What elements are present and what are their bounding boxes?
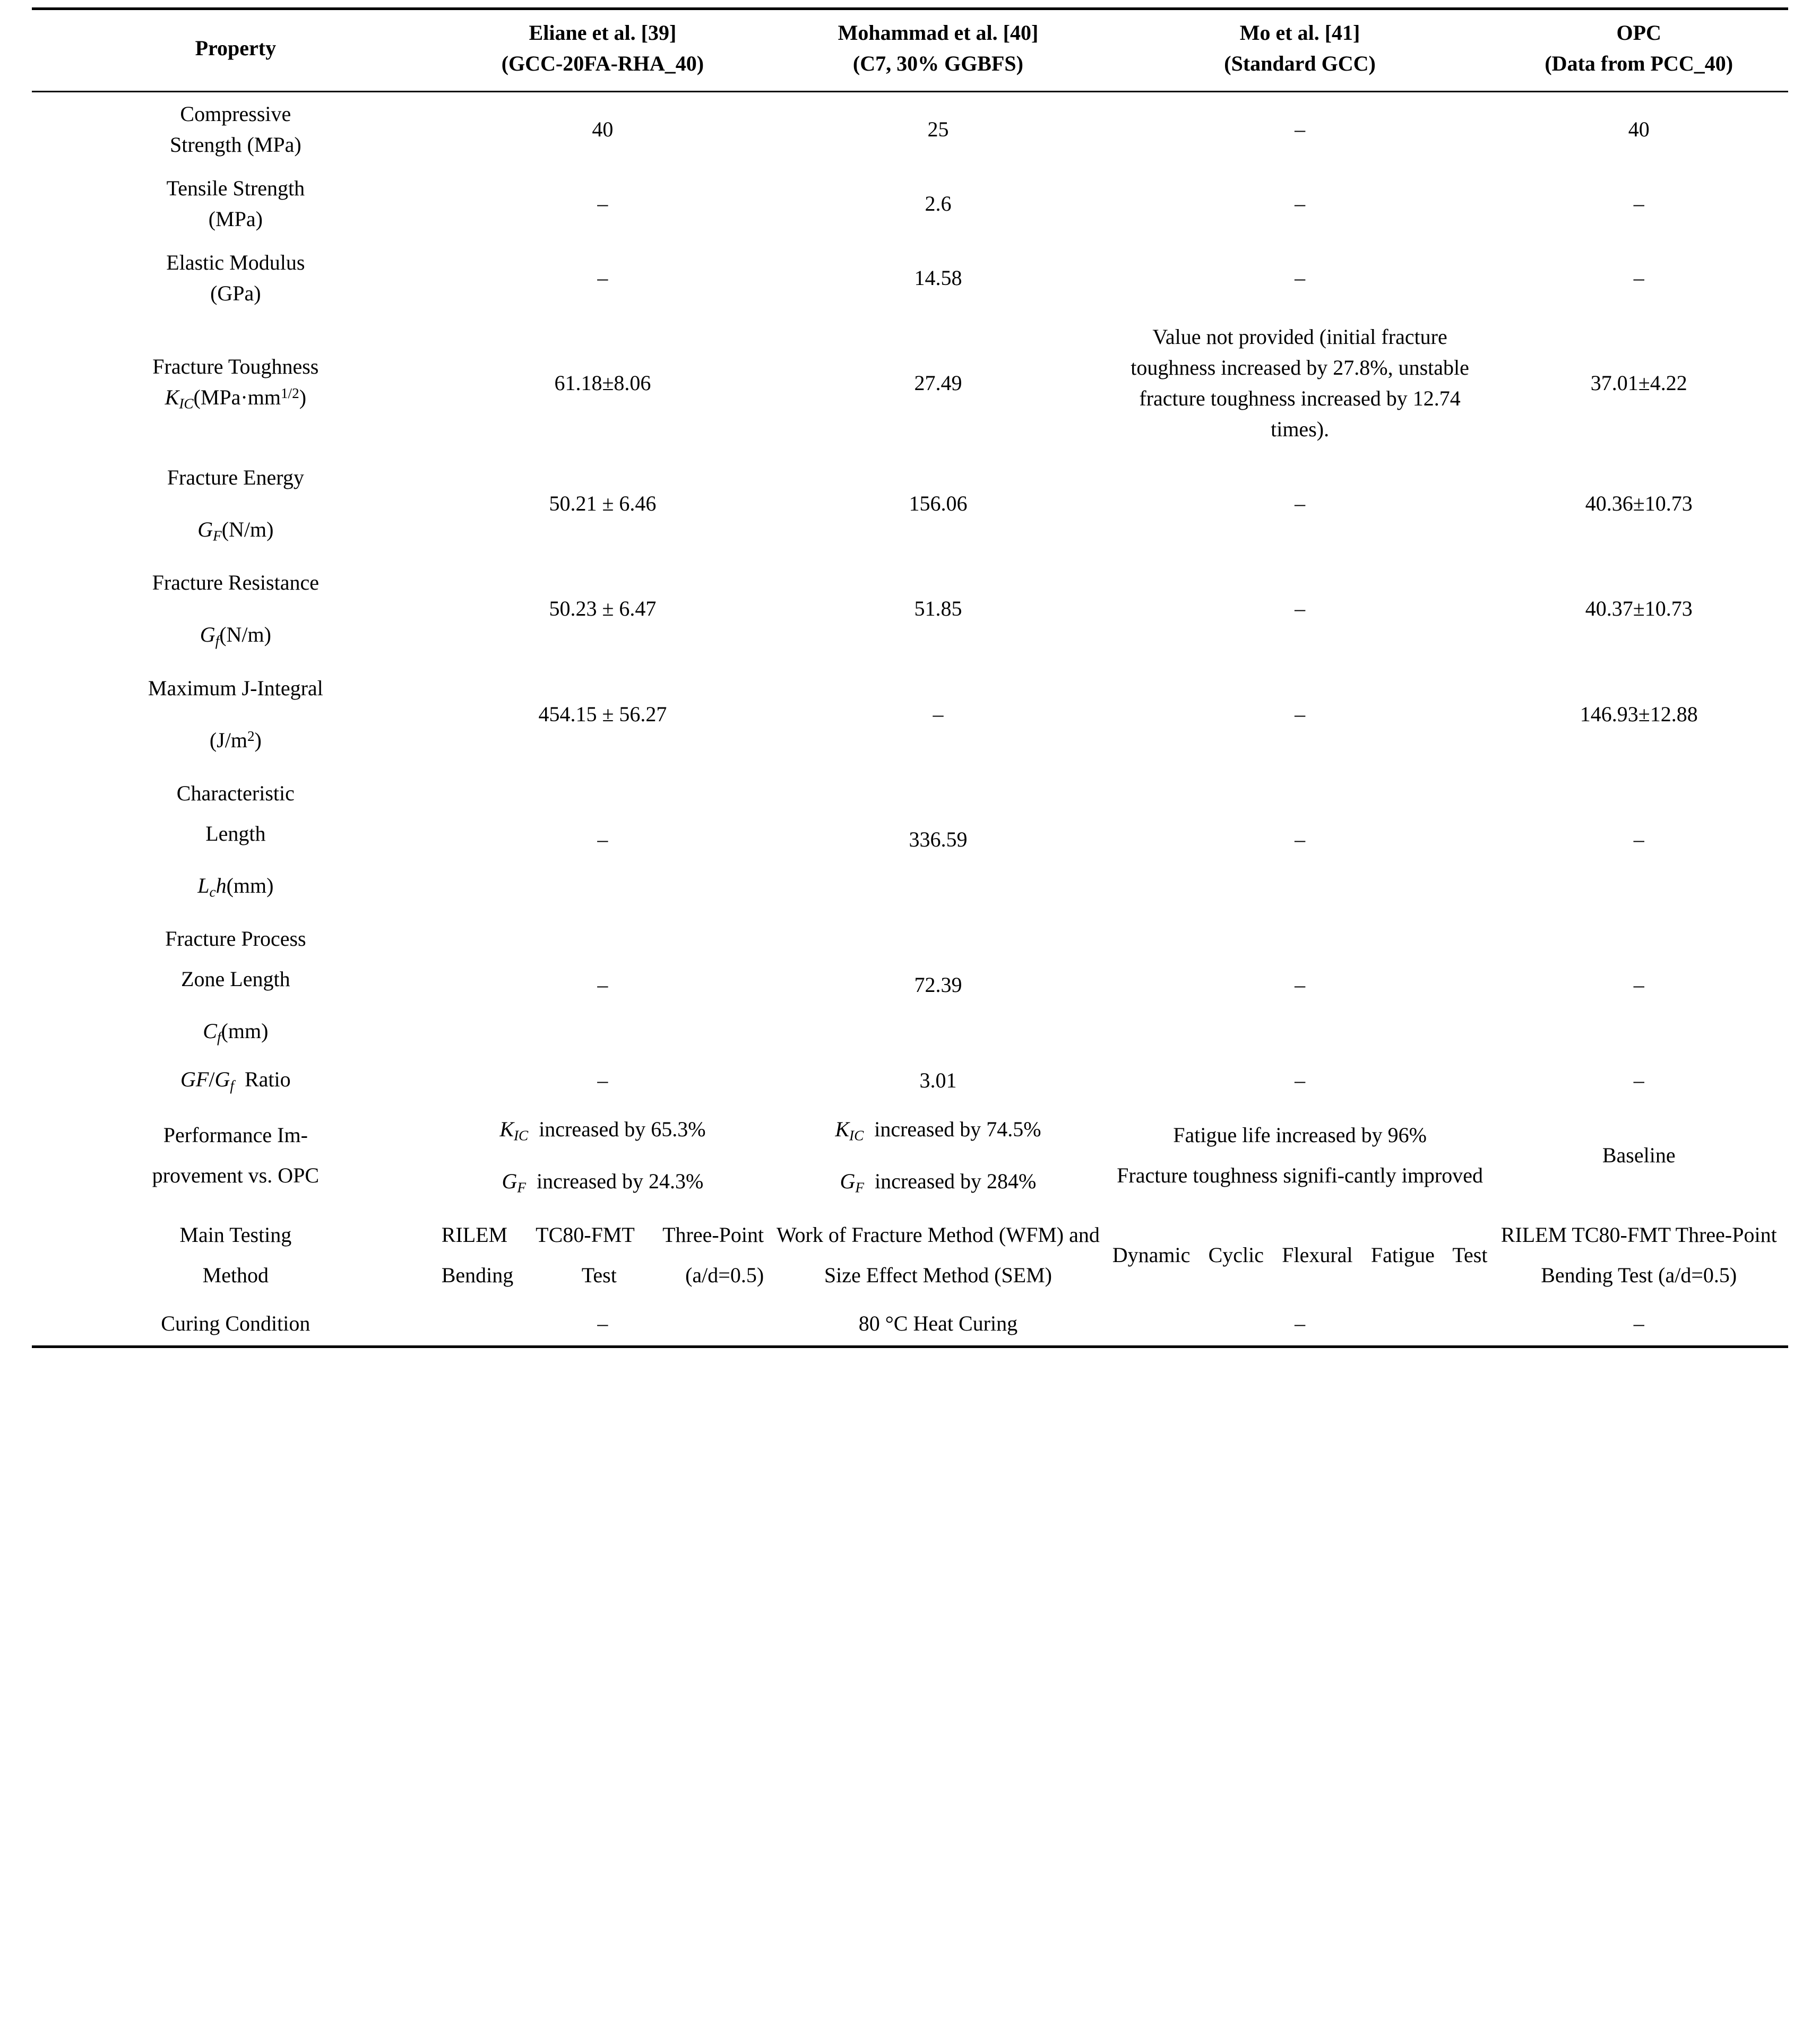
row-label-gf-ratio	[32, 1058, 439, 1103]
cell-value: –	[597, 266, 608, 290]
cell-value: –	[1295, 266, 1306, 290]
column-header-property	[32, 9, 439, 92]
row-label-performance-improvement: Performance Im- provement vs. OPC	[152, 1123, 320, 1188]
row-label-fracture-process-zone-length: Fracture Process Zone Length $C_f(mm)$	[32, 912, 439, 1058]
table-row	[32, 1302, 1788, 1347]
column-header-mo	[1110, 9, 1490, 92]
cell-value: 25	[927, 117, 949, 141]
symbol-lch-mm: $L_ch(mm)$	[197, 873, 274, 900]
cell-value: –	[1633, 266, 1644, 290]
table-header-row	[32, 9, 1788, 92]
cell-value: 40	[1628, 117, 1650, 141]
row-label-characteristic-length: Characteristic Length $L_ch(mm)$	[32, 767, 439, 912]
column-header-mohammad	[766, 9, 1110, 92]
cell-value: 72.39	[914, 972, 962, 997]
cell-value: 27.49	[914, 371, 962, 395]
column-header-eliane-line2: (GCC-20FA-RHA_40)	[501, 51, 704, 75]
table-row	[32, 451, 1788, 556]
cell-value: 156.06	[909, 491, 968, 516]
symbol-cf-mm: $C_f(mm)$	[203, 1018, 269, 1046]
row-label-fracture-resistance: Fracture Resistance $G_f(N/m)$	[32, 556, 439, 661]
cell-value: Baseline	[1602, 1143, 1676, 1168]
cell-performance-mo: Fatigue life increased by 96% Fracture toughness signifi-cantly improved	[1117, 1123, 1483, 1188]
cell-method-opc: RILEM TC80-FMT Three-Point Bending Test (a/d=0.5)	[1500, 1222, 1777, 1287]
cell-method-eliane: RILEM TC80-FMT Three-Point Bending Test (a/d=0.5)	[441, 1222, 764, 1287]
row-label-fracture-toughness: Fracture Toughness $K_{IC}(MPa\cdot mm^{1/2})$	[32, 315, 439, 451]
table-row	[32, 1103, 1788, 1208]
column-header-opc-line2: (Data from PCC_40)	[1545, 51, 1733, 75]
cell-value: –	[1110, 1302, 1490, 1347]
row-label-tensile-strength: Tensile Strength (MPa)	[166, 176, 305, 231]
table-row	[32, 1208, 1788, 1302]
perf-kic-eliane: $K_{IC}$ increased by 65.3%	[499, 1117, 706, 1144]
cell-value: –	[1633, 192, 1644, 215]
cell-value: 14.58	[914, 266, 962, 290]
cell-value: 37.01±4.22	[1590, 371, 1687, 395]
row-label-maximum-j-integral: Maximum J-Integral $(J/m^2)$	[32, 662, 439, 767]
cell-value: –	[1489, 1302, 1788, 1347]
cell-value: 146.93±12.88	[1580, 702, 1698, 726]
cell-performance-eliane	[439, 1103, 766, 1208]
column-header-opc	[1489, 9, 1788, 92]
cell-value: –	[1295, 827, 1306, 851]
cell-value: Value not provided (initial fracture toughness increased by 27.8%, unstable fracture toughness increased by 12.74 times).	[1131, 325, 1469, 441]
cell-value: 336.59	[909, 827, 968, 851]
table-row	[32, 767, 1788, 912]
cell-value: –	[1295, 1068, 1306, 1092]
row-label-curing-condition: Curing Condition	[32, 1302, 439, 1347]
cell-value: –	[597, 972, 608, 997]
cell-performance-mohammad	[766, 1103, 1110, 1208]
cell-value: 2.6	[925, 192, 952, 215]
cell-value: 61.18±8.06	[554, 371, 651, 395]
symbol-kic-mpa-mm: $K_{IC}(MPa\cdot mm^{1/2})$	[165, 385, 307, 412]
table-row	[32, 92, 1788, 167]
table-row	[32, 662, 1788, 767]
table-row	[32, 1058, 1788, 1103]
table-row	[32, 167, 1788, 241]
column-header-eliane	[439, 9, 766, 92]
cell-method-mohammad: Work of Fracture Method (WFM) and Size Effect Method (SEM)	[777, 1222, 1100, 1287]
row-label-compressive-strength: Compressive Strength (MPa)	[169, 102, 301, 157]
comparison-table	[32, 7, 1788, 1348]
cell-value: –	[1295, 491, 1306, 516]
column-header-mohammad-line1: Mohammad et al. [40]	[838, 21, 1039, 45]
cell-value: 3.01	[919, 1068, 957, 1092]
column-header-mohammad-line2: (C7, 30% GGBFS)	[852, 51, 1023, 75]
symbol-gf-energy: $G_F(N/m)$	[197, 517, 274, 544]
perf-kic-mohammad: $K_{IC}$ increased by 74.5%	[835, 1117, 1041, 1144]
cell-value: 50.23 ± 6.47	[549, 597, 657, 621]
column-header-property-line1: Property	[195, 36, 277, 60]
cell-value: –	[1633, 972, 1644, 997]
cell-value: 40.37±10.73	[1585, 597, 1693, 621]
table-header	[32, 9, 1788, 92]
cell-value: –	[1295, 597, 1306, 621]
cell-value: 80 °C Heat Curing	[766, 1302, 1110, 1347]
symbol-gf-resistance: $G_f(N/m)$	[200, 623, 271, 649]
cell-method-mo: Dynamic Cyclic Flexural Fatigue Test	[1112, 1242, 1488, 1267]
table-row	[32, 241, 1788, 315]
symbol-gf-ratio: $GF/G_f$ Ratio	[180, 1067, 291, 1094]
cell-value: 40	[592, 117, 614, 141]
row-label-fracture-energy: Fracture Energy $G_F(N/m)$	[32, 451, 439, 556]
table-body	[32, 92, 1788, 1347]
cell-value: 51.85	[914, 597, 962, 621]
column-header-opc-line1: OPC	[1616, 21, 1661, 45]
cell-value: –	[597, 192, 608, 215]
cell-value: 40.36±10.73	[1585, 491, 1693, 516]
cell-value: –	[1633, 827, 1644, 851]
cell-value: –	[1295, 972, 1306, 997]
cell-value: 454.15 ± 56.27	[538, 702, 667, 726]
column-header-mo-line1: Mo et al. [41]	[1239, 21, 1360, 45]
table-row	[32, 556, 1788, 661]
cell-value: –	[439, 1302, 766, 1347]
column-header-eliane-line1: Eliane et al. [39]	[529, 21, 677, 45]
table-row	[32, 912, 1788, 1058]
cell-value: 50.21 ± 6.46	[549, 491, 657, 516]
cell-value: –	[597, 1068, 608, 1092]
cell-value: –	[597, 827, 608, 851]
cell-value: –	[933, 702, 944, 726]
perf-gf-eliane: $G_F$ increased by 24.3%	[502, 1169, 704, 1196]
perf-gf-mohammad: $G_F$ increased by 284%	[840, 1169, 1037, 1196]
symbol-j-per-m2: $(J/m^2)$	[209, 728, 262, 752]
row-label-main-testing-method: Main Testing Method	[179, 1222, 292, 1287]
cell-value: –	[1295, 117, 1306, 141]
table-row	[32, 315, 1788, 451]
cell-value: –	[1295, 192, 1306, 215]
column-header-mo-line2: (Standard GCC)	[1224, 51, 1376, 75]
row-label-elastic-modulus: Elastic Modulus (GPa)	[166, 251, 305, 305]
cell-value: –	[1295, 702, 1306, 726]
cell-value: –	[1633, 1068, 1644, 1092]
